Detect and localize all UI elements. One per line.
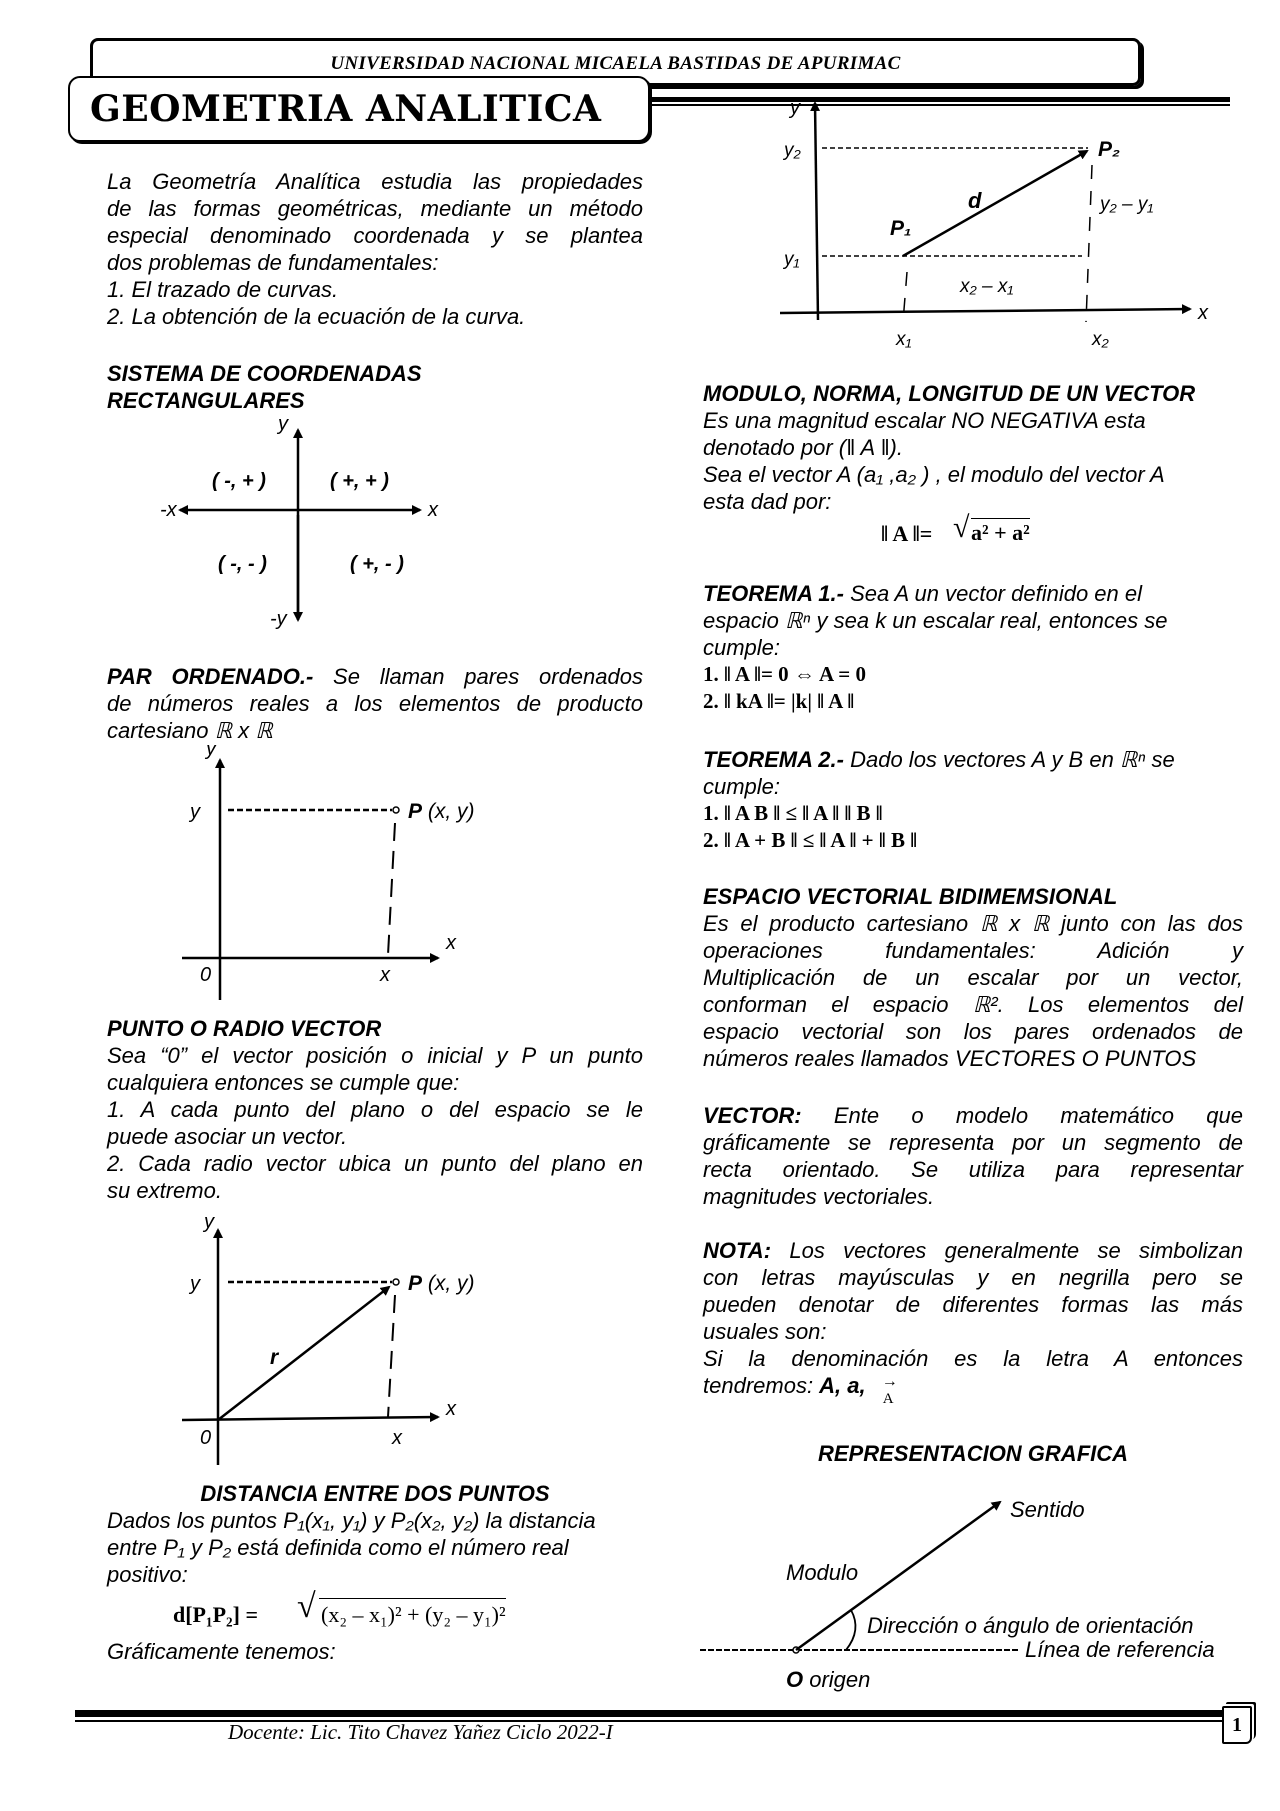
intro-line: dos problemas de fundamentales: xyxy=(107,250,439,275)
y-label: y xyxy=(278,415,288,435)
note-section: NOTA: Los vectores generalmente se simbolizan con letras mayúsculas y en negrilla pero se pueden denotar de diferentes formas las más usuales son: Si la denominación es la letra A entonces tendremos: A, a, → A xyxy=(703,1238,1243,1407)
modulo-label: Modulo xyxy=(786,1560,859,1585)
vector-space-section: ESPACIO VECTORIAL BIDIMEMSIONAL Es el producto cartesiano ℝ x ℝ junto con las dos operaciones fundamentales: Adición y Multiplicación de un escalar por un vector, conforman el espacio ℝ². Los elementos del espacio vectorial son los pares ordenados de números reales llamados VECTORES O PUNTOS xyxy=(703,884,1243,1071)
radius-vector-diagram xyxy=(170,1210,490,1470)
distance-diagram xyxy=(770,100,1230,355)
svg-text:r: r xyxy=(270,1346,279,1369)
intro-list-item: 2. La obtención de la ecuación de la curva. xyxy=(107,304,526,329)
svg-text:y: y xyxy=(206,745,216,760)
x-label: x xyxy=(428,499,438,521)
quadrant-i: ( +, + ) xyxy=(330,470,389,492)
distance-section: DISTANCIA ENTRE DOS PUNTOS Dados los puntos P₁(x₁, y₁) y P₂(x₂, y₂) la distancia entre P₁ y P₂ está definida como el número real positivo: d[P₁P₂] = √ (x₂ – x₁)² + (y₂ – y₁)² Gráficamente tenemos: xyxy=(107,1480,643,1665)
theorem2-section: TEOREMA 2.- Dado los vectores A y B en ℝⁿ se cumple: 1. ‖ A B ‖ ≤ ‖ A ‖ ‖ B ‖ 2. ‖ A + B ‖ ≤ ‖ A ‖ + ‖ B ‖ xyxy=(703,746,1243,854)
page-number: 1 xyxy=(1222,1706,1252,1744)
footer-rule xyxy=(75,1710,1225,1717)
svg-text:x: x xyxy=(446,1398,456,1420)
distance-formula: d[P₁P₂] = √ (x₂ – x₁)² + (y₂ – y₁)² xyxy=(173,1588,506,1627)
svg-text:y: y xyxy=(190,801,200,823)
quadrants-diagram xyxy=(150,415,470,635)
intro-line: especial denominado coordenada y se plantea xyxy=(107,223,643,248)
modulus-heading: MODULO, NORMA, LONGITUD DE UN VECTOR xyxy=(703,381,1196,406)
graphic-heading: REPRESENTACION GRAFICA xyxy=(817,1441,1129,1466)
ordered-pair-diagram xyxy=(170,745,490,1005)
svg-text:y: y xyxy=(204,1211,214,1233)
modulus-formula: ‖ A ‖= √ a² + a² xyxy=(881,511,1030,546)
intro-section xyxy=(107,168,643,330)
svg-text:P (x, y): P (x, y) xyxy=(408,1272,475,1295)
svg-text:y₂ – y₁: y₂ – y₁ xyxy=(1100,194,1154,215)
title-banner xyxy=(68,76,650,142)
radius-vector-heading: PUNTO O RADIO VECTOR xyxy=(107,1016,382,1041)
vector-label: VECTOR: xyxy=(703,1103,802,1128)
quadrant-ii: ( -, + ) xyxy=(212,470,266,492)
intro-line: La Geometría Analítica estudia las propiedades xyxy=(107,169,643,194)
vector-arrow-notation: → A xyxy=(881,1373,898,1407)
svg-text:x: x xyxy=(392,1427,402,1449)
svg-text:x₁: x₁ xyxy=(896,329,912,350)
vector-space-heading: ESPACIO VECTORIAL BIDIMEMSIONAL xyxy=(703,884,1118,909)
svg-text:O origen: O origen xyxy=(786,1667,871,1692)
intro-line: de las formas geométricas, mediante un método xyxy=(107,196,643,221)
svg-text:y: y xyxy=(190,1273,200,1295)
theorem1-item: 1. ‖ A ‖= 0 ⇔ A = 0 xyxy=(703,662,866,686)
svg-text:x₂ – x₁: x₂ – x₁ xyxy=(960,276,1014,297)
modulus-section: MODULO, NORMA, LONGITUD DE UN VECTOR Es una magnitud escalar NO NEGATIVA esta denotado por (‖ A ‖). Sea el vector A (a₁ ,a₂ ) , el modulo del vector A esta dad por: ‖ A ‖= √ a² + a² xyxy=(703,380,1243,551)
ordered-pair-label: PAR ORDENADO.- xyxy=(107,664,314,689)
direccion-label: Dirección o ángulo de orientación xyxy=(867,1613,1194,1638)
neg-y-label: -y xyxy=(270,608,287,630)
distance-heading: DISTANCIA ENTRE DOS PUNTOS xyxy=(200,1481,550,1506)
page-title: GEOMETRIA ANALITICA xyxy=(90,88,602,130)
footer-teacher: Docente: Lic. Tito Chavez Yañez Ciclo 2022-I xyxy=(228,1720,613,1744)
svg-text:0: 0 xyxy=(200,1427,212,1449)
quadrant-iii: ( -, - ) xyxy=(218,553,267,575)
neg-x-label: -x xyxy=(160,499,177,521)
theorem2-item: 2. ‖ A + B ‖ ≤ ‖ A ‖ + ‖ B ‖ xyxy=(703,828,918,852)
svg-text:P (x, y): P (x, y) xyxy=(408,800,475,823)
svg-text:d: d xyxy=(968,188,982,213)
theorem1-item: 2. ‖ kA ‖= |k| ‖ A ‖ xyxy=(703,689,855,713)
vector-representation-diagram xyxy=(700,1480,1260,1700)
svg-text:0: 0 xyxy=(200,964,212,986)
coord-system-heading: SISTEMA DE COORDENADAS RECTANGULARES xyxy=(107,361,422,413)
svg-text:x₂: x₂ xyxy=(1092,329,1109,350)
svg-text:y₁: y₁ xyxy=(784,249,800,270)
svg-text:y₂: y₂ xyxy=(784,140,801,161)
quadrant-iv: ( +, - ) xyxy=(350,553,404,575)
university-name: UNIVERSIDAD NACIONAL MICAELA BASTIDAS DE APURIMAC xyxy=(330,53,901,74)
intro-list-item: 1. El trazado de curvas. xyxy=(107,277,339,302)
radius-vector-section: PUNTO O RADIO VECTOR Sea “0” el vector posición o inicial y P un punto cualquiera entonces se cumple que: 1. A cada punto del plano o del espacio se le puede asociar un vector. 2. Cada radio vector ubica un punto del plano en su extremo. xyxy=(107,1016,643,1203)
svg-text:x: x xyxy=(380,964,390,986)
linea-referencia-label: Línea de referencia xyxy=(1025,1637,1215,1662)
theorem2-item: 1. ‖ A B ‖ ≤ ‖ A ‖ ‖ B ‖ xyxy=(703,801,883,825)
distance-arrow xyxy=(903,151,1087,256)
vector-definition-section: VECTOR: Ente o modelo matemático que gráficamente se representa por un segmento de recta orientado. Se utiliza para representar magnitudes vectoriales. xyxy=(703,1103,1243,1209)
theorem1-section: TEOREMA 1.- Sea A un vector definido en el espacio ℝⁿ y sea k un escalar real, entonces se cumple: 1. ‖ A ‖= 0 ⇔ A = 0 2. ‖ kA ‖= |k| ‖ A ‖ xyxy=(703,580,1243,715)
svg-text:P₁: P₁ xyxy=(890,217,912,240)
angle-arc xyxy=(846,1610,855,1650)
svg-text:x: x xyxy=(1198,302,1208,324)
theorem2-label: TEOREMA 2.- xyxy=(703,747,844,772)
theorem1-label: TEOREMA 1.- xyxy=(703,581,844,606)
svg-text:x: x xyxy=(446,932,456,954)
sentido-label: Sentido xyxy=(1010,1497,1085,1522)
svg-text:y: y xyxy=(790,100,800,119)
ordered-pair-section: PAR ORDENADO.- Se llaman pares ordenados de números reales a los elementos de producto cartesiano ℝ x ℝ xyxy=(107,664,643,743)
svg-text:P₂: P₂ xyxy=(1098,138,1121,161)
note-label: NOTA: xyxy=(703,1238,772,1263)
radius-vector-arrow xyxy=(218,1287,389,1420)
